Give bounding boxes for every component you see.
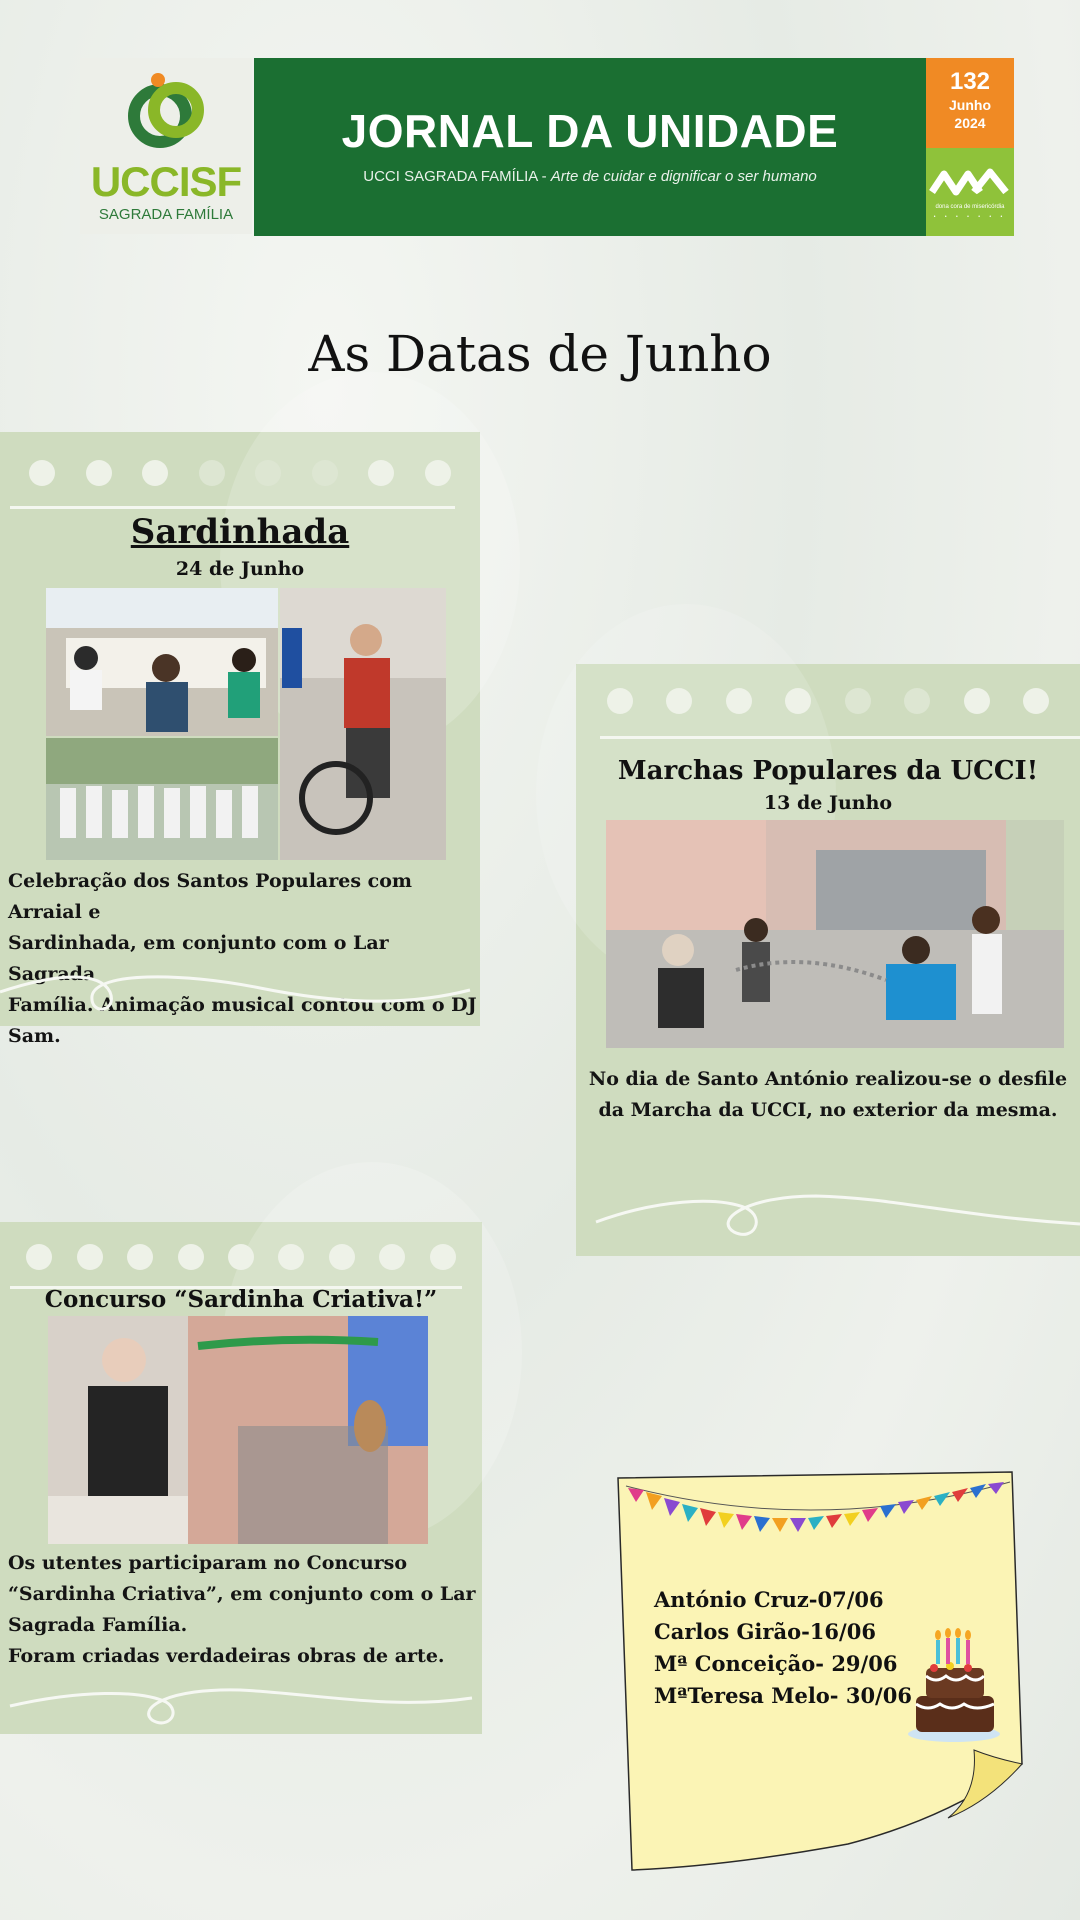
card-description: Celebração dos Santos Populares com Arraial e Sardinhada, em conjunto com o Lar Sagrada Família. Animação musical contou com o DJ Sam. [8,870,477,1047]
card-description: Os utentes participaram no Concurso “Sardinha Criativa”, em conjunto com o Lar Sagrada Família. Foram criadas verdadeiras obras de arte. [8,1552,476,1667]
birthday-note [618,1472,1022,1870]
card-concurso [0,1222,482,1734]
logo [80,58,252,234]
list-item: MªTeresa Melo- 30/06 [654,1683,912,1708]
page-title: As Datas de Junho [308,325,772,383]
card-description: No dia de Santo António realizou-se o desfile da Marcha da UCCI, no exterior da mesma. [588,1068,1068,1121]
decorative-squiggle [0,952,480,1012]
birthday-list [654,1584,912,1712]
card-title: Concurso “Sardinha Criativa!” [44,1286,438,1313]
list-item: Mª Conceição- 29/06 [654,1651,898,1676]
masthead-title: JORNAL DA UNIDADE [341,105,839,157]
card-marchas [576,664,1080,1256]
partner-mark-icon [926,148,1014,236]
photo-contest [48,1316,428,1544]
partner-caption: dona cora de misericórdia [935,204,1005,210]
photo-collage [46,588,446,860]
masthead-tagline: Arte de cuidar e dignificar o ser humano [550,168,817,185]
masthead-banner [254,58,926,236]
partner-logo [926,148,1014,236]
card-sardinhada [0,432,480,1047]
card-date: 13 de Junho [763,792,893,814]
photo-parade [606,820,1064,1048]
logo-subtitle: SAGRADA FAMÍLIA [98,206,234,223]
issue-badge [926,58,1014,148]
issue-month: Junho [949,97,991,113]
decorative-squiggle [0,1668,482,1728]
list-item: António Cruz-07/06 [654,1587,884,1612]
list-item: Carlos Girão-16/06 [654,1619,876,1644]
issue-number: 132 [949,68,991,95]
binder-holes [0,460,480,486]
decorative-squiggle [576,1176,1080,1236]
card-date: 24 de Junho [175,558,305,580]
binder-holes [576,688,1080,714]
card-title: Marchas Populares da UCCI! [617,756,1039,786]
svg-text:• • • • • • •: • • • • • • • [933,214,1007,220]
logo-mark-icon [124,70,210,156]
masthead-subtitle [254,168,926,185]
card-title: Sardinhada [130,512,350,552]
masthead-subtitle-main: UCCI SAGRADA FAMÍLIA - [363,168,551,185]
binder-holes [0,1244,482,1270]
issue-year: 2024 [954,115,986,131]
logo-text: UCCISF [90,158,242,205]
